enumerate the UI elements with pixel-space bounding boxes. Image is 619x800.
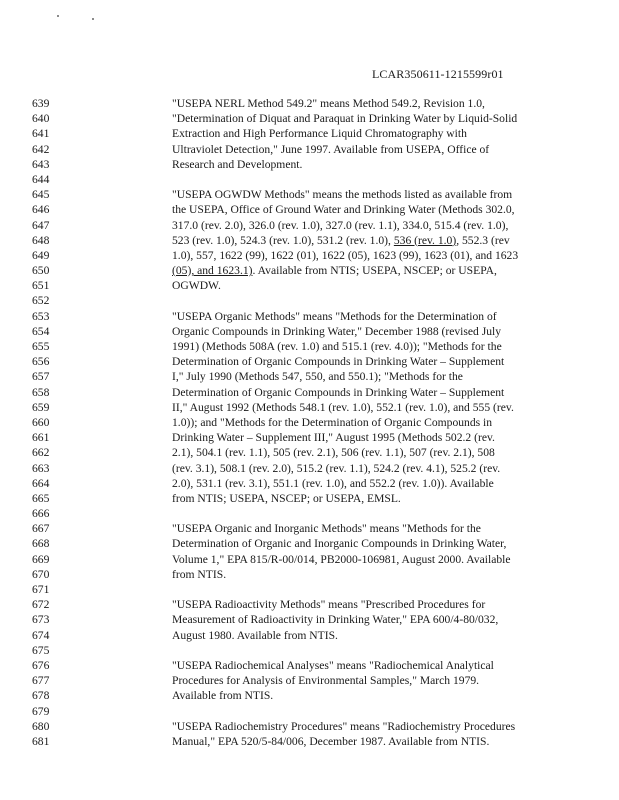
line-text xyxy=(172,552,592,567)
text-segment: 2.0), 531.1 (rev. 3.1), 551.1 (rev. 1.0), and 552.2 (rev. 1.0)). Available xyxy=(172,476,494,490)
text-line xyxy=(0,187,619,202)
text-line xyxy=(0,521,619,536)
text-segment: 523 (rev. 1.0), 524.3 (rev. 1.0), 531.2 (rev. 1.0), xyxy=(172,233,394,247)
line-number: 660 xyxy=(32,415,50,429)
line-number: 644 xyxy=(32,172,50,186)
line-number: 640 xyxy=(32,112,50,126)
line-text xyxy=(172,734,592,749)
line-number: 659 xyxy=(32,400,50,414)
line-number: 678 xyxy=(32,689,50,703)
line-number: 679 xyxy=(32,704,50,718)
text-line xyxy=(0,278,619,293)
line-text xyxy=(172,673,592,688)
line-number: 657 xyxy=(32,370,50,384)
line-text xyxy=(172,369,592,384)
text-line xyxy=(0,536,619,551)
text-line xyxy=(0,126,619,141)
text-line xyxy=(0,476,619,491)
line-number: 667 xyxy=(32,522,50,536)
text-line xyxy=(0,339,619,354)
line-number: 642 xyxy=(32,142,50,156)
text-segment: 1991) (Methods 508A (rev. 1.0) and 515.1 (rev. 4.0)); "Methods for the xyxy=(172,340,502,353)
line-text xyxy=(172,202,592,217)
underlined-text: 536 (rev. 1.0) xyxy=(393,233,457,247)
text-line xyxy=(0,567,619,582)
text-segment: OGWDW. xyxy=(172,279,221,293)
line-number: 658 xyxy=(32,385,50,399)
text-line xyxy=(0,218,619,233)
line-text xyxy=(172,491,592,506)
line-number: 643 xyxy=(32,157,50,171)
text-line xyxy=(0,111,619,126)
line-number: 672 xyxy=(32,598,50,612)
line-number: 654 xyxy=(32,324,50,338)
text-line xyxy=(0,506,619,521)
text-segment: Determination of Organic and Inorganic Compounds in Drinking Water, xyxy=(172,537,507,551)
text-segment: Determination of Organic Compounds in Drinking Water – Supplement xyxy=(172,355,505,369)
text-segment: , 552.3 (rev xyxy=(456,233,510,247)
text-line xyxy=(0,628,619,643)
line-number: 681 xyxy=(32,734,50,748)
text-segment: Drinking Water – Supplement III," August 1995 (Methods 502.2 (rev. xyxy=(172,431,495,445)
text-line xyxy=(0,202,619,217)
numbered-text-body xyxy=(0,96,619,749)
text-line xyxy=(0,354,619,369)
text-line xyxy=(0,597,619,612)
text-line xyxy=(0,704,619,719)
line-number: 669 xyxy=(32,552,50,566)
line-text xyxy=(172,354,592,369)
text-line xyxy=(0,309,619,324)
text-segment: "USEPA Radiochemistry Procedures" means "Radiochemistry Procedures xyxy=(172,719,516,733)
line-number: 666 xyxy=(32,507,50,521)
line-number: 661 xyxy=(32,431,50,445)
line-number: 676 xyxy=(32,658,50,672)
text-segment: "USEPA Radioactivity Methods" means "Prescribed Procedures for xyxy=(172,598,486,612)
line-text xyxy=(172,719,592,734)
line-text xyxy=(172,111,592,126)
line-text xyxy=(172,536,592,551)
text-line xyxy=(0,643,619,658)
text-line xyxy=(0,415,619,430)
line-text xyxy=(172,612,592,627)
underlined-text: (05), and 1623.1) xyxy=(172,264,253,278)
text-segment: Available from NTIS. xyxy=(172,689,274,703)
text-segment: "USEPA Organic Methods" means "Methods for the Determination of xyxy=(172,309,497,323)
text-segment: 2.1), 504.1 (rev. 1.1), 505 (rev. 2.1), 506 (rev. 1.1), 507 (rev. 2.1), 508 xyxy=(172,446,495,460)
text-line xyxy=(0,293,619,308)
text-segment: Determination of Organic Compounds in Drinking Water – Supplement xyxy=(172,385,505,399)
line-text xyxy=(172,597,592,612)
text-line xyxy=(0,491,619,506)
line-text xyxy=(172,445,592,460)
text-segment: Ultraviolet Detection," June 1997. Available from USEPA, Office of xyxy=(172,142,490,156)
text-segment: 317.0 (rev. 2.0), 326.0 (rev. 1.0), 327.0 (rev. 1.1), 334.0, 515.4 (rev. 1.0), xyxy=(172,218,509,232)
line-text xyxy=(172,339,592,354)
text-segment: "USEPA Organic and Inorganic Methods" means "Methods for the xyxy=(172,522,481,536)
text-line xyxy=(0,233,619,248)
text-line xyxy=(0,673,619,688)
text-segment: (rev. 3.1), 508.1 (rev. 2.0), 515.2 (rev. 1.1), 524.2 (rev. 4.1), 525.2 (rev. xyxy=(172,461,501,475)
line-text xyxy=(172,218,592,233)
line-number: 675 xyxy=(32,643,50,657)
line-number: 653 xyxy=(32,309,50,323)
scan-speck xyxy=(57,15,59,17)
line-number: 652 xyxy=(32,294,50,308)
line-text xyxy=(172,400,592,415)
line-text xyxy=(172,324,592,339)
text-segment: I," July 1990 (Methods 547, 550, and 550.1); "Methods for the xyxy=(172,370,463,384)
text-line xyxy=(0,719,619,734)
line-number: 649 xyxy=(32,248,50,262)
text-segment: 1.0)); and "Methods for the Determination of Organic Compounds in xyxy=(172,415,493,429)
line-number: 651 xyxy=(32,279,50,293)
line-text xyxy=(172,126,592,141)
line-text xyxy=(172,385,592,400)
text-segment: 1.0), 557, 1622 (99), 1622 (01), 1622 (05), 1623 (99), 1623 (01), and 1623 xyxy=(172,248,519,262)
line-number: 664 xyxy=(32,476,50,490)
text-segment: Volume 1," EPA 815/R-00/014, PB2000-106981, August 2000. Available xyxy=(172,552,511,566)
text-line xyxy=(0,400,619,415)
line-number: 674 xyxy=(32,628,50,642)
line-text xyxy=(172,187,592,202)
line-number: 670 xyxy=(32,567,50,581)
text-segment: Organic Compounds in Drinking Water," December 1988 (revised July xyxy=(172,324,502,338)
text-line xyxy=(0,385,619,400)
text-segment: "USEPA OGWDW Methods" means the methods listed as available from xyxy=(172,188,513,202)
text-line xyxy=(0,658,619,673)
line-text xyxy=(172,415,592,430)
line-number: 677 xyxy=(32,674,50,688)
text-segment: Manual," EPA 520/5-84/006, December 1987. Available from NTIS. xyxy=(172,734,490,748)
text-line xyxy=(0,248,619,263)
line-text xyxy=(172,688,592,703)
line-text xyxy=(172,658,592,673)
text-segment: Extraction and High Performance Liquid Chromatography with xyxy=(172,127,467,141)
line-text xyxy=(172,309,592,324)
text-line xyxy=(0,96,619,111)
text-segment: from NTIS; USEPA, NSCEP; or USEPA, EMSL. xyxy=(172,491,401,505)
line-number: 650 xyxy=(32,264,50,278)
line-text xyxy=(172,248,592,263)
text-segment: Measurement of Radioactivity in Drinking Water," EPA 600/4-80/032, xyxy=(172,613,499,627)
line-number: 639 xyxy=(32,97,50,110)
line-text xyxy=(172,157,592,172)
text-segment: "Determination of Diquat and Paraquat in Drinking Water by Liquid-Solid xyxy=(172,112,518,126)
text-segment: Research and Development. xyxy=(172,157,303,171)
line-number: 668 xyxy=(32,537,50,551)
text-line xyxy=(0,142,619,157)
text-line xyxy=(0,582,619,597)
text-line xyxy=(0,552,619,567)
text-line xyxy=(0,461,619,476)
line-text xyxy=(172,430,592,445)
line-text xyxy=(172,233,592,248)
text-segment: from NTIS. xyxy=(172,567,227,581)
text-line xyxy=(0,734,619,749)
line-text xyxy=(172,461,592,476)
line-number: 648 xyxy=(32,233,50,247)
text-line xyxy=(0,369,619,384)
document-id: LCAR350611-1215599r01 xyxy=(372,67,504,81)
line-text xyxy=(172,567,592,582)
text-line xyxy=(0,157,619,172)
text-segment: II," August 1992 (Methods 548.1 (rev. 1.0), 552.1 (rev. 1.0), and 555 (rev. xyxy=(172,400,514,414)
line-number: 656 xyxy=(32,355,50,369)
line-text xyxy=(172,263,592,278)
text-line xyxy=(0,430,619,445)
text-line xyxy=(0,263,619,278)
line-text xyxy=(172,142,592,157)
line-text xyxy=(172,521,592,536)
line-number: 655 xyxy=(32,340,50,353)
line-number: 645 xyxy=(32,188,50,202)
line-number: 673 xyxy=(32,613,50,627)
line-number: 662 xyxy=(32,446,50,460)
line-number: 647 xyxy=(32,218,50,232)
text-segment: August 1980. Available from NTIS. xyxy=(172,628,338,642)
text-line xyxy=(0,324,619,339)
text-segment: "USEPA NERL Method 549.2" means Method 549.2, Revision 1.0, xyxy=(172,97,485,110)
text-line xyxy=(0,445,619,460)
text-line xyxy=(0,688,619,703)
line-number: 646 xyxy=(32,203,50,217)
text-segment: the USEPA, Office of Ground Water and Drinking Water (Methods 302.0, xyxy=(172,203,515,217)
text-line xyxy=(0,612,619,627)
scan-speck xyxy=(92,18,94,20)
line-text xyxy=(172,278,592,293)
line-number: 665 xyxy=(32,491,50,505)
line-number: 680 xyxy=(32,719,50,733)
text-segment: "USEPA Radiochemical Analyses" means "Radiochemical Analytical xyxy=(172,658,494,672)
text-segment: . Available from NTIS; USEPA, NSCEP; or USEPA, xyxy=(252,264,497,278)
line-text xyxy=(172,96,592,111)
line-text xyxy=(172,628,592,643)
text-line xyxy=(0,172,619,187)
line-number: 671 xyxy=(32,583,50,596)
line-number: 641 xyxy=(32,127,50,141)
line-text xyxy=(172,476,592,491)
text-segment: Procedures for Analysis of Environmental Samples," March 1979. xyxy=(172,674,480,688)
line-number: 663 xyxy=(32,461,50,475)
